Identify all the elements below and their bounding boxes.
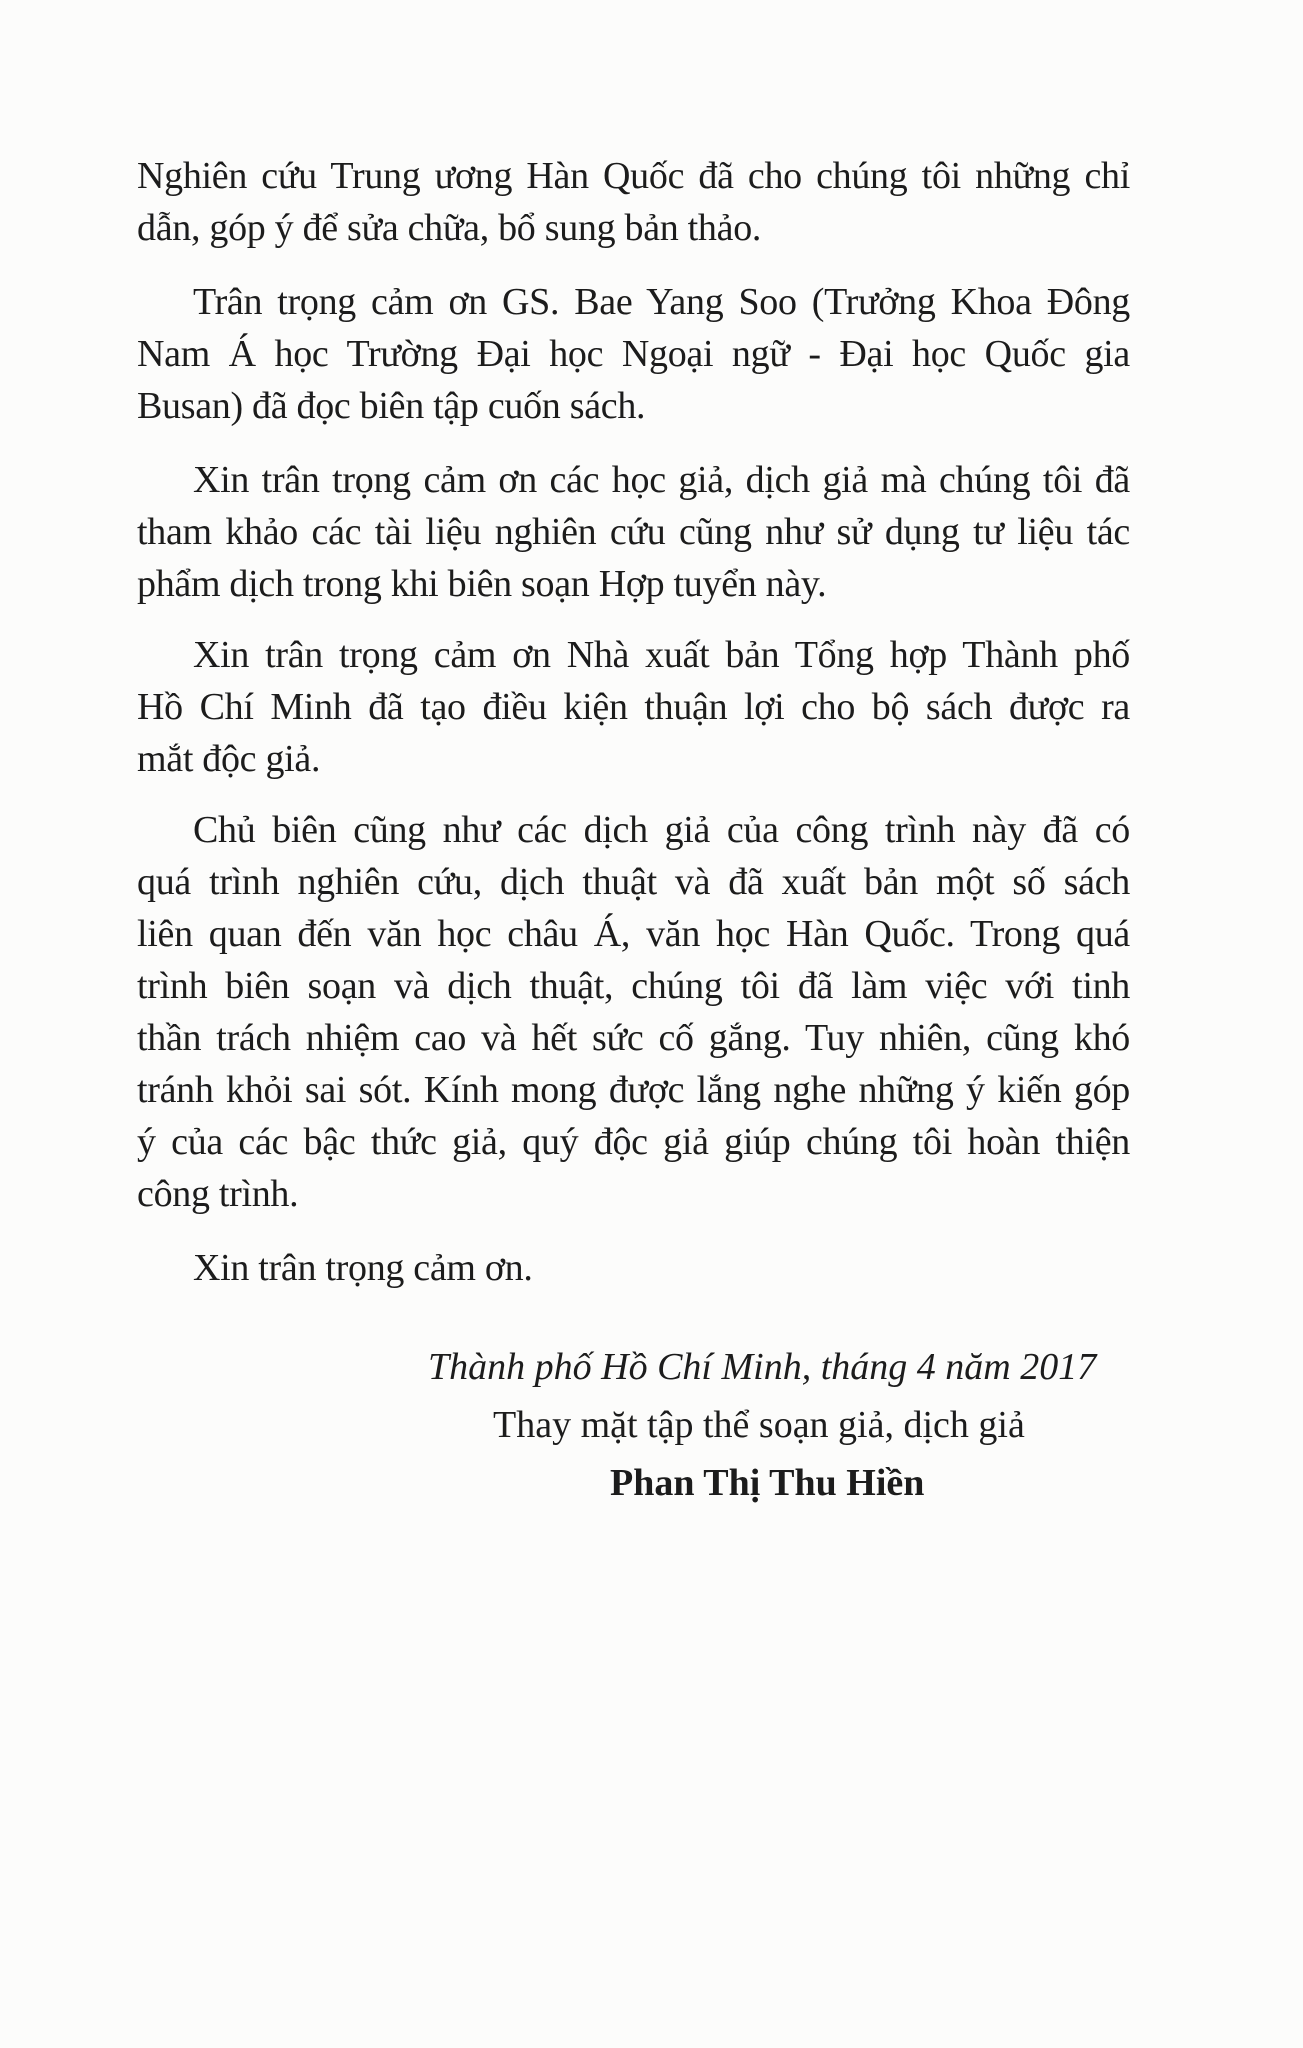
place-date: Thành phố Hồ Chí Minh, tháng 4 năm 2017 <box>428 1346 1097 1388</box>
signatory-name: Phan Thị Thu Hiền <box>610 1462 925 1504</box>
text-line: thần trách nhiệm cao và hết sức cố gắng. Tuy nhiên, cũng khó <box>137 1017 1130 1059</box>
text-line: Busan) đã đọc biên tập cuốn sách. <box>137 385 646 427</box>
text-line: Xin trân trọng cảm ơn Nhà xuất bản Tổng hợp Thành phố <box>193 634 1130 676</box>
text-line: ý của các bậc thức giả, quý độc giả giúp chúng tôi hoàn thiện <box>137 1121 1130 1163</box>
text-line: Nam Á học Trường Đại học Ngoại ngữ - Đại học Quốc gia <box>137 333 1130 375</box>
text-line: trình biên soạn và dịch thuật, chúng tôi đã làm việc với tinh <box>137 965 1130 1007</box>
text-line: Hồ Chí Minh đã tạo điều kiện thuận lợi cho bộ sách được ra <box>137 686 1130 728</box>
paragraph-closing <box>137 1242 1130 1294</box>
text-line: Chủ biên cũng như các dịch giả của công trình này đã có <box>193 809 1130 851</box>
text-line: Xin trân trọng cảm ơn các học giả, dịch giả mà chúng tôi đã <box>193 459 1130 501</box>
paragraph-thanks-publisher <box>137 629 1130 785</box>
paragraph-thanks-professor <box>137 276 1130 432</box>
text-line: công trình. <box>137 1173 299 1215</box>
text-line: quá trình nghiên cứu, dịch thuật và đã xuất bản một số sách <box>137 861 1130 903</box>
text-line: Nghiên cứu Trung ương Hàn Quốc đã cho chúng tôi những chỉ <box>137 155 1130 197</box>
text-line: tham khảo các tài liệu nghiên cứu cũng như sử dụng tư liệu tác <box>137 511 1130 553</box>
text-line: Trân trọng cảm ơn GS. Bae Yang Soo (Trưởng Khoa Đông <box>193 281 1130 323</box>
paragraph-editors <box>137 804 1130 1220</box>
text-line: phẩm dịch trong khi biên soạn Hợp tuyển này. <box>137 563 827 605</box>
text-line: Xin trân trọng cảm ơn. <box>193 1247 533 1289</box>
text-line: mắt độc giả. <box>137 738 321 780</box>
text-line: tránh khỏi sai sót. Kính mong được lắng nghe những ý kiến góp <box>137 1069 1130 1111</box>
on-behalf-line: Thay mặt tập thể soạn giả, dịch giả <box>493 1404 1025 1446</box>
paragraph-continuation <box>137 150 1130 254</box>
paragraph-thanks-scholars <box>137 454 1130 610</box>
text-line: dẫn, góp ý để sửa chữa, bổ sung bản thảo. <box>137 207 762 249</box>
text-line: liên quan đến văn học châu Á, văn học Hàn Quốc. Trong quá <box>137 913 1130 955</box>
